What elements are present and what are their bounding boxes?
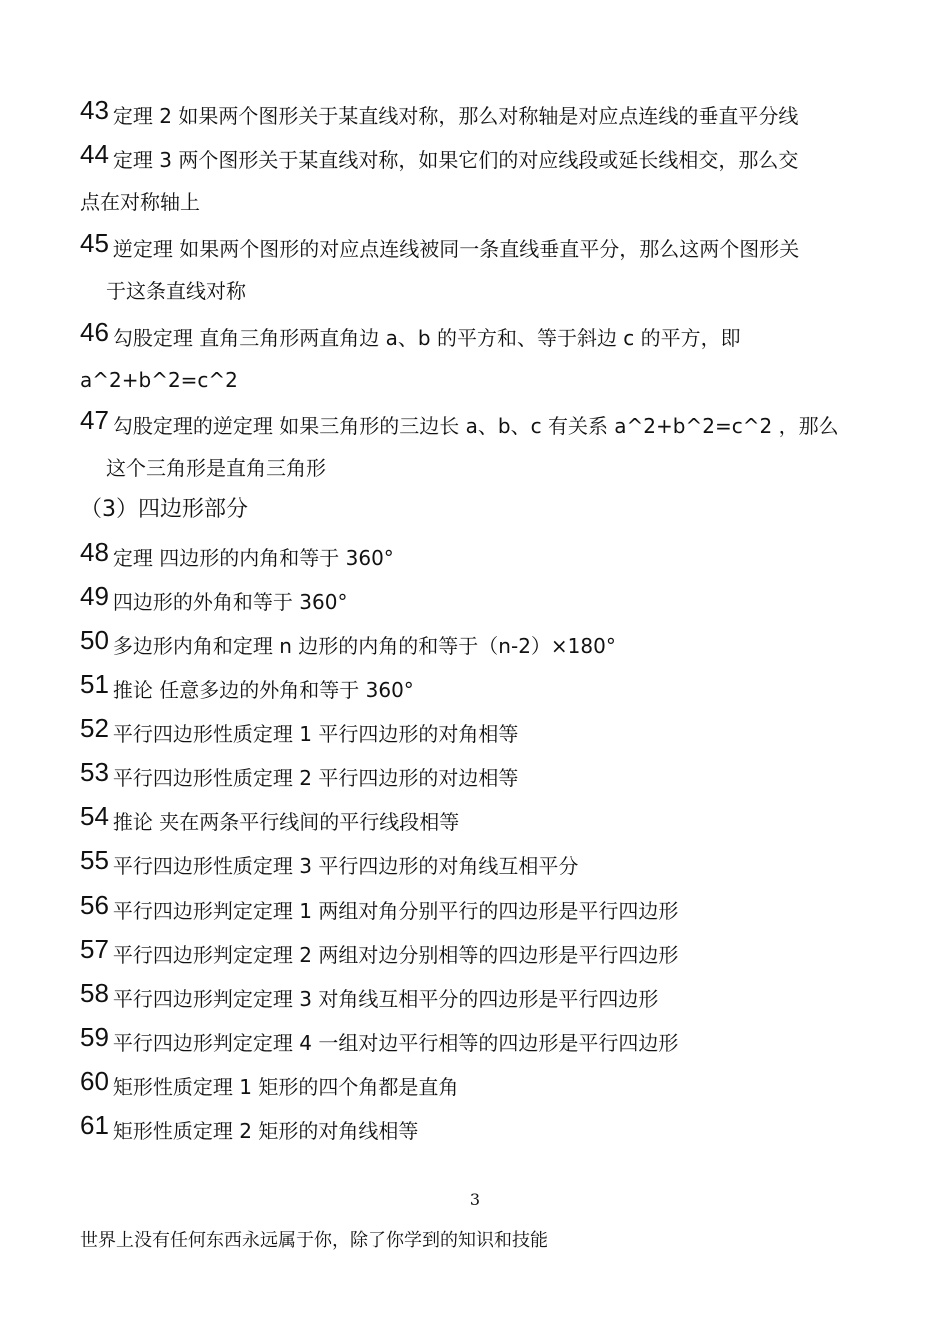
theorem-45-continuation: 于这条直线对称: [106, 279, 246, 303]
item-number: 57: [80, 934, 109, 964]
item-number: 55: [80, 845, 109, 875]
item-number: 46: [80, 317, 109, 347]
theorem-44: [80, 136, 880, 182]
item-number: 61: [80, 1110, 109, 1140]
item-number: 51: [80, 669, 109, 699]
theorem-58: [80, 975, 880, 1021]
item-number: 59: [80, 1022, 109, 1052]
item-number: 54: [80, 801, 109, 831]
item-text: 四边形的外角和等于 360°: [112, 590, 348, 614]
item-text: 平行四边形判定定理 3 对角线互相平分的四边形是平行四边形: [112, 987, 659, 1011]
item-text: 平行四边形性质定理 3 平行四边形的对角线互相平分: [112, 854, 579, 878]
theorem-46-continuation: a^2+b^2=c^2: [80, 368, 238, 392]
item-text: 推论 夹在两条平行线间的平行线段相等: [112, 810, 460, 834]
item-number: 56: [80, 890, 109, 920]
item-number: 53: [80, 757, 109, 787]
theorem-43: [80, 92, 880, 138]
item-number: 58: [80, 978, 109, 1008]
section-heading-quadrilaterals: （3）四边形部分: [80, 497, 248, 522]
item-text: 勾股定理的逆定理 如果三角形的三边长 a、b、c 有关系 a^2+b^2=c^2 ，那么: [112, 414, 839, 438]
theorem-44-continuation: 点在对称轴上: [80, 190, 200, 214]
theorem-54: [80, 798, 880, 844]
item-text: 平行四边形性质定理 2 平行四边形的对边相等: [112, 766, 519, 790]
item-number: 60: [80, 1066, 109, 1096]
item-text: 平行四边形判定定理 4 一组对边平行相等的四边形是平行四边形: [112, 1031, 679, 1055]
item-text: 推论 任意多边的外角和等于 360°: [112, 678, 414, 702]
item-number: 47: [80, 405, 109, 435]
item-text: 定理 四边形的内角和等于 360°: [112, 546, 394, 570]
item-number: 43: [80, 95, 109, 125]
item-number: 48: [80, 537, 109, 567]
item-number: 45: [80, 228, 109, 258]
theorem-55: [80, 842, 880, 888]
theorem-50: [80, 622, 880, 668]
item-text: 逆定理 如果两个图形的对应点连线被同一条直线垂直平分，那么这两个图形关: [112, 237, 800, 261]
theorem-47: [80, 402, 880, 448]
page-number: 3: [469, 1190, 481, 1209]
theorem-46: [80, 314, 880, 360]
theorem-61: [80, 1107, 880, 1153]
item-number: 44: [80, 139, 109, 169]
theorem-60: [80, 1063, 880, 1109]
item-text: 定理 3 两个图形关于某直线对称，如果它们的对应线段或延长线相交，那么交: [112, 148, 799, 172]
theorem-49: [80, 578, 880, 624]
theorem-53: [80, 754, 880, 800]
theorem-59: [80, 1019, 880, 1065]
item-text: 矩形性质定理 1 矩形的四个角都是直角: [112, 1075, 459, 1099]
item-text: 勾股定理 直角三角形两直角边 a、b 的平方和、等于斜边 c 的平方，即: [112, 326, 741, 350]
item-number: 52: [80, 713, 109, 743]
item-number: 50: [80, 625, 109, 655]
item-text: 平行四边形判定定理 2 两组对边分别相等的四边形是平行四边形: [112, 943, 679, 967]
item-number: 49: [80, 581, 109, 611]
item-text: 平行四边形性质定理 1 平行四边形的对角相等: [112, 722, 519, 746]
theorem-47-continuation: 这个三角形是直角三角形: [106, 456, 326, 480]
theorem-56: [80, 887, 880, 933]
theorem-52: [80, 710, 880, 756]
item-text: 矩形性质定理 2 矩形的对角线相等: [112, 1119, 419, 1143]
item-text: 多边形内角和定理 n 边形的内角的和等于（n-2）×180°: [112, 634, 616, 658]
theorem-48: [80, 534, 880, 580]
theorem-51: [80, 666, 880, 712]
theorem-57: [80, 931, 880, 977]
page-footer: 世界上没有任何东西永远属于你，除了你学到的知识和技能: [80, 1230, 548, 1251]
item-text: 定理 2 如果两个图形关于某直线对称，那么对称轴是对应点连线的垂直平分线: [112, 104, 799, 128]
theorem-45: [80, 225, 880, 271]
item-text: 平行四边形判定定理 1 两组对角分别平行的四边形是平行四边形: [112, 899, 679, 923]
